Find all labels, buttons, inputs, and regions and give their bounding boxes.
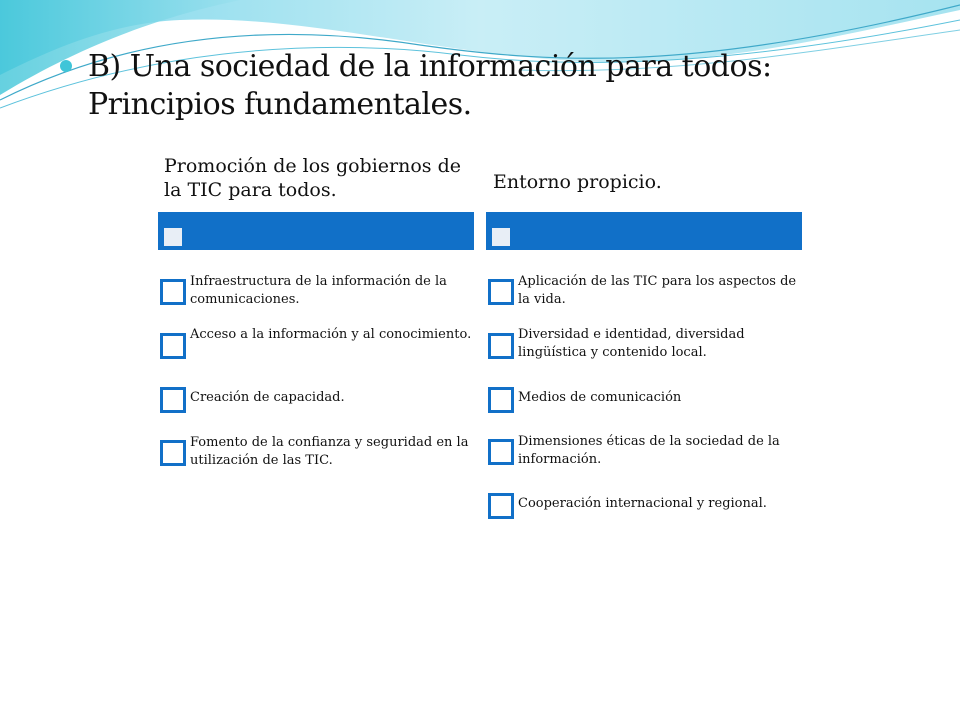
band-square-icon	[164, 228, 182, 246]
band-square-icon	[492, 228, 510, 246]
list-item-text: Medios de comunicación	[518, 390, 682, 405]
list-item-text: Infraestructura de la información de la comunicaciones.	[190, 274, 447, 307]
list-item-text: Creación de capacidad.	[190, 390, 345, 405]
left-column-heading: Promoción de los gobiernos de la TIC para todos.	[164, 155, 461, 201]
list-item-text: Dimensiones éticas de la sociedad de la información.	[518, 434, 780, 467]
bullet-dot-icon	[60, 60, 72, 72]
list-item-text: Fomento de la confianza y seguridad en la utilización de las TIC.	[190, 435, 469, 468]
list-item-text: Cooperación internacional y regional.	[518, 496, 767, 511]
checkbox-square-icon	[488, 387, 514, 413]
list-item-text: Aplicación de las TIC para los aspectos de la vida.	[518, 274, 797, 307]
list-item-text: Diversidad e identidad, diversidad lingüística y contenido local.	[518, 327, 745, 360]
left-column-band	[158, 212, 474, 250]
right-column-band	[486, 212, 802, 250]
checkbox-square-icon	[160, 333, 186, 359]
page-title: B) Una sociedad de la información para todos: Principios fundamentales.	[88, 49, 772, 122]
checkbox-square-icon	[160, 279, 186, 305]
checkbox-square-icon	[488, 279, 514, 305]
checkbox-square-icon	[488, 439, 514, 465]
checkbox-square-icon	[488, 333, 514, 359]
list-item-text: Acceso a la información y al conocimiento.	[190, 327, 472, 342]
checkbox-square-icon	[160, 387, 186, 413]
right-column-heading: Entorno propicio.	[493, 171, 662, 193]
checkbox-square-icon	[488, 493, 514, 519]
checkbox-square-icon	[160, 440, 186, 466]
